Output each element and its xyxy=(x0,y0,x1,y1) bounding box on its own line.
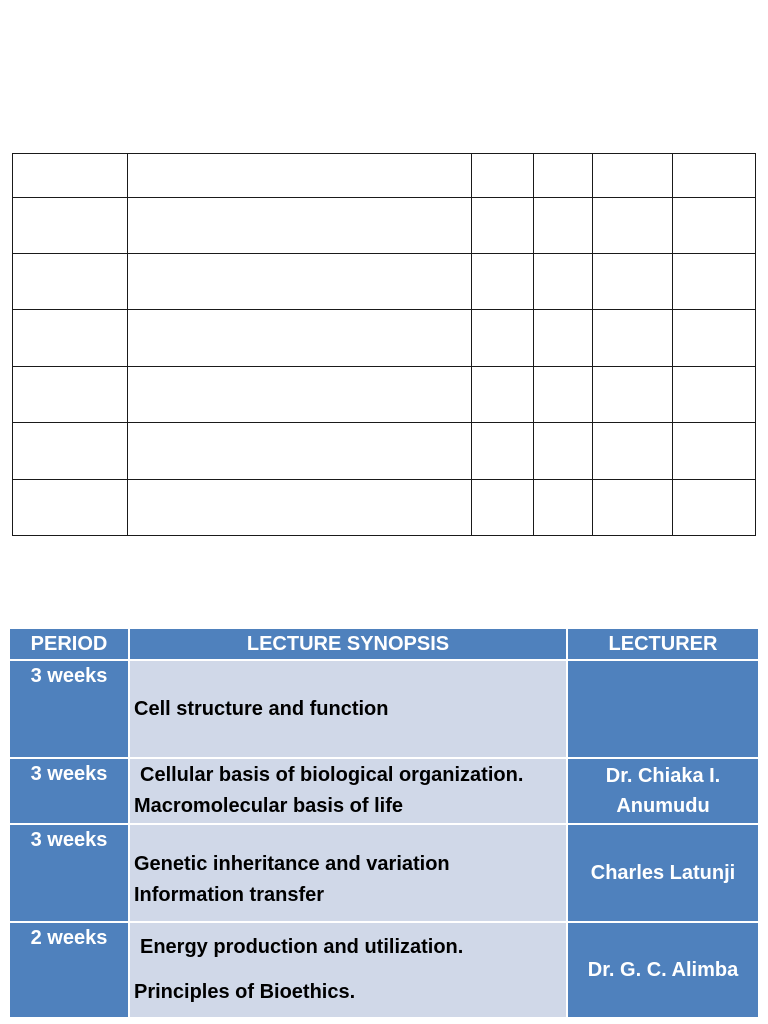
empty-grid-cell xyxy=(534,154,593,198)
empty-grid-cell xyxy=(593,198,673,254)
empty-grid-cell xyxy=(13,254,128,310)
empty-grid-cell xyxy=(673,423,756,480)
empty-grid-row xyxy=(13,480,756,536)
empty-grid-cell xyxy=(673,367,756,423)
empty-grid-cell xyxy=(13,198,128,254)
empty-grid-cell xyxy=(472,310,534,367)
synopsis-line: Principles of Bioethics. xyxy=(134,981,356,1003)
empty-grid-cell xyxy=(534,254,593,310)
header-lecture-synopsis: LECTURE SYNOPSIS xyxy=(130,629,566,659)
empty-grid-cell xyxy=(593,423,673,480)
empty-grid-row xyxy=(13,367,756,423)
empty-grid-row xyxy=(13,154,756,198)
empty-grid-cell xyxy=(13,480,128,536)
empty-grid-table xyxy=(12,153,756,536)
empty-grid-row xyxy=(13,423,756,480)
synopsis-line: Genetic inheritance and variation xyxy=(134,853,450,875)
empty-grid-cell xyxy=(128,367,472,423)
empty-grid-cell xyxy=(534,310,593,367)
empty-grid-cell xyxy=(13,310,128,367)
empty-grid-cell xyxy=(472,254,534,310)
lecturer-cell xyxy=(568,661,758,757)
empty-grid-row xyxy=(13,254,756,310)
empty-grid-cell xyxy=(534,367,593,423)
empty-grid-cell xyxy=(673,254,756,310)
empty-grid-cell xyxy=(593,254,673,310)
header-period: PERIOD xyxy=(10,629,128,659)
synopsis-line: Energy production and utilization. xyxy=(140,936,464,958)
line-gap xyxy=(134,963,566,977)
empty-grid-cell xyxy=(673,154,756,198)
empty-grid-cell xyxy=(13,367,128,423)
empty-grid-cell xyxy=(534,480,593,536)
lecturer-cell: Charles Latunji xyxy=(568,825,758,921)
synopsis-line: Information transfer xyxy=(134,884,325,906)
empty-grid-cell xyxy=(128,423,472,480)
period-cell: 3 weeks xyxy=(10,825,128,921)
empty-grid-cell xyxy=(472,423,534,480)
synopsis-line: Cellular basis of biological organization. xyxy=(140,764,524,786)
empty-grid-cell xyxy=(13,423,128,480)
lecture-synopsis-table xyxy=(8,627,760,1019)
empty-grid-cell xyxy=(593,154,673,198)
empty-grid-cell xyxy=(128,254,472,310)
table-row xyxy=(10,661,758,757)
empty-grid-cell xyxy=(534,423,593,480)
synopsis-line: Macromolecular basis of life xyxy=(134,795,403,817)
period-cell: 2 weeks xyxy=(10,923,128,1017)
period-cell: 3 weeks xyxy=(10,759,128,823)
empty-grid-row xyxy=(13,198,756,254)
empty-grid-cell xyxy=(472,154,534,198)
empty-grid-cell xyxy=(128,198,472,254)
empty-grid-cell xyxy=(593,310,673,367)
table-row xyxy=(10,923,758,1017)
empty-grid-cell xyxy=(128,480,472,536)
synopsis-cell xyxy=(130,759,566,823)
empty-grid-cell xyxy=(472,480,534,536)
synopsis-cell xyxy=(130,661,566,757)
empty-grid-cell xyxy=(673,310,756,367)
lecturer-cell: Dr. G. C. Alimba xyxy=(568,923,758,1017)
empty-grid-cell xyxy=(593,480,673,536)
synopsis-line: Cell structure and function xyxy=(134,697,389,720)
empty-grid-cell xyxy=(128,154,472,198)
period-cell: 3 weeks xyxy=(10,661,128,757)
empty-grid-cell xyxy=(128,310,472,367)
synopsis-cell xyxy=(130,825,566,921)
empty-grid-cell xyxy=(593,367,673,423)
table-row xyxy=(10,825,758,921)
empty-grid-row xyxy=(13,310,756,367)
empty-grid-cell xyxy=(673,480,756,536)
empty-grid-cell xyxy=(673,198,756,254)
table-row xyxy=(10,759,758,823)
empty-grid-cell xyxy=(13,154,128,198)
synopsis-cell xyxy=(130,923,566,1017)
header-lecturer: LECTURER xyxy=(568,629,758,659)
synopsis-header-row xyxy=(10,629,758,659)
empty-grid-cell xyxy=(472,367,534,423)
lecturer-cell: Dr. Chiaka I. Anumudu xyxy=(568,759,758,823)
empty-grid-cell xyxy=(472,198,534,254)
empty-grid-cell xyxy=(534,198,593,254)
